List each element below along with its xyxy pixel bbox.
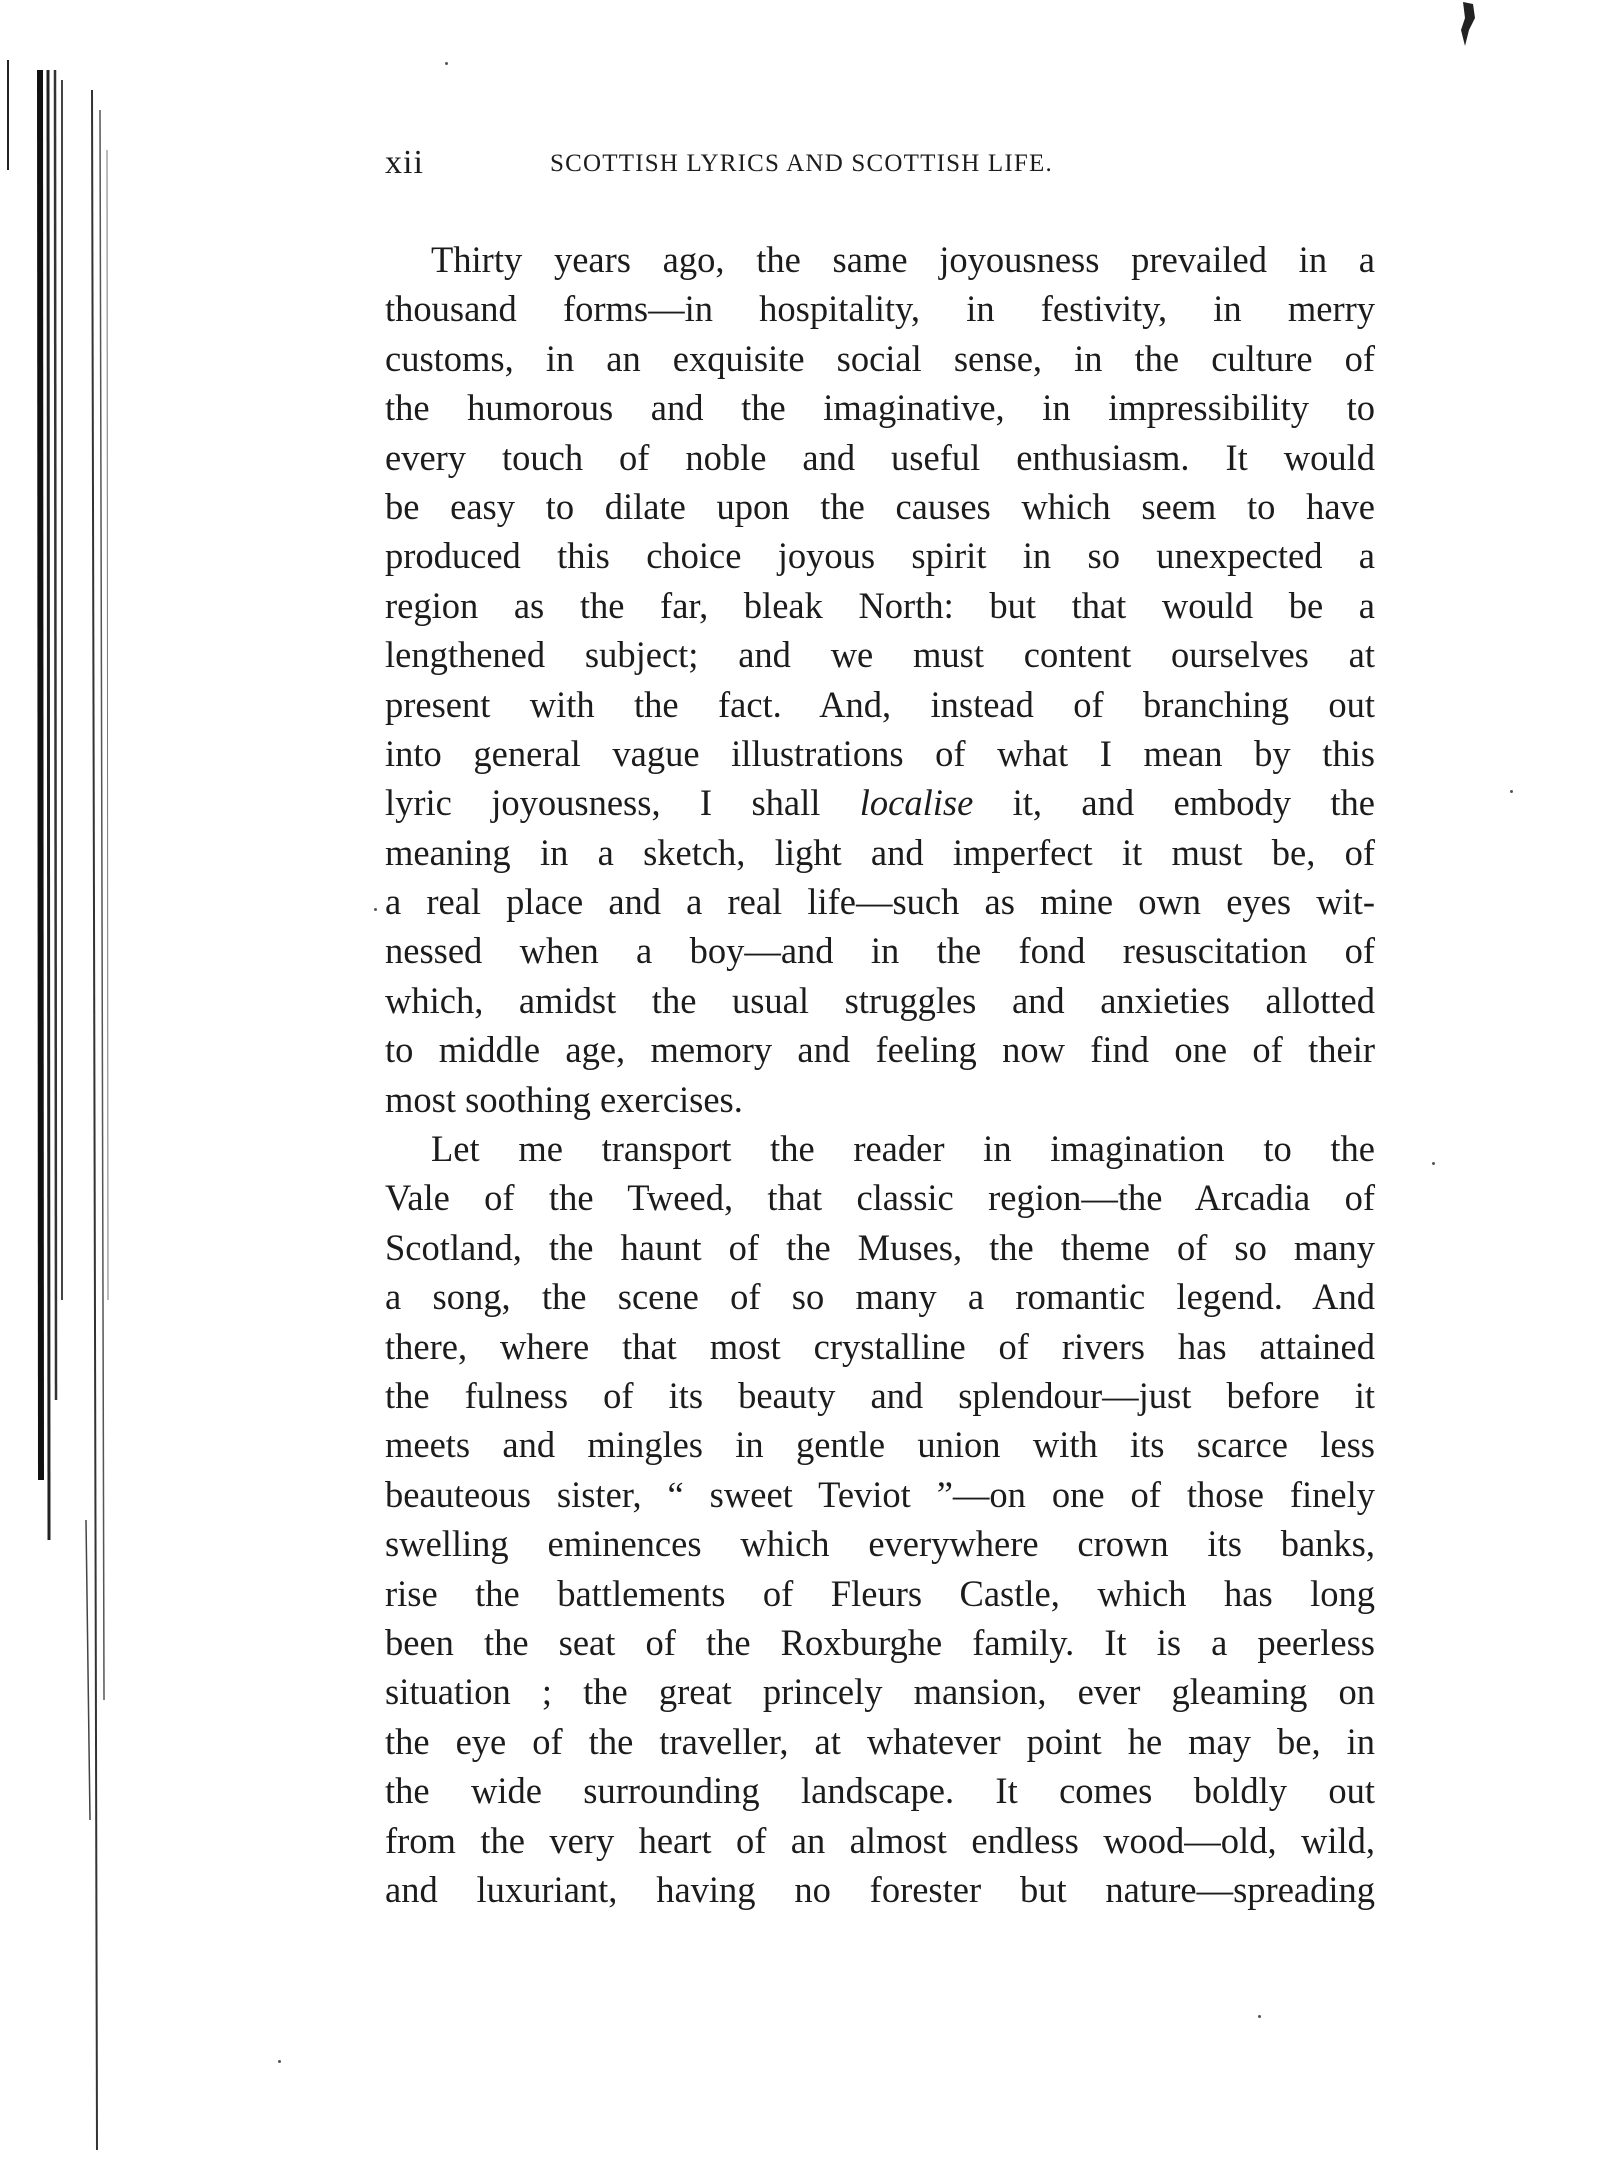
text-line: meets and mingles in gentle union with its scarce less (385, 1424, 1375, 1466)
body-text (385, 235, 1375, 1914)
text-line: region as the far, bleak North: but that would be a (385, 584, 1375, 626)
page-speck (374, 908, 377, 911)
text-line: situation ; the great princely mansion, ever gleaming on (385, 1671, 1375, 1713)
text-line: lengthened subject; and we must content ourselves at (385, 634, 1375, 676)
text-line-with-italic (385, 778, 1375, 827)
page-speck (278, 2060, 281, 2063)
running-title: SCOTTISH LYRICS AND SCOTTISH LIFE. (550, 150, 1053, 177)
text-line: every touch of noble and useful enthusiasm. It would (385, 436, 1375, 478)
text-line: and luxuriant, having no forester but nature—spreading (385, 1868, 1375, 1910)
text-line: swelling eminences which everywhere crown its banks, (385, 1523, 1375, 1565)
text-line: Thirty years ago, the same joyousness prevailed in a (431, 239, 1375, 280)
page-speck (445, 62, 448, 65)
running-header (385, 140, 1375, 190)
text-line: the wide surrounding landscape. It comes boldly out (385, 1770, 1375, 1812)
paragraph (385, 1124, 1375, 1914)
text-span: lyric joyousness, I shall (385, 782, 821, 824)
text-line: most soothing exercises. (385, 1078, 743, 1120)
text-line: rise the battlements of Fleurs Castle, which has long (385, 1572, 1375, 1614)
page-speck (1432, 1162, 1435, 1165)
text-span: it, and embody the (1012, 782, 1376, 824)
text-line: customs, in an exquisite social sense, in the culture of (385, 337, 1375, 379)
text-line: there, where that most crystalline of rivers has attained (385, 1325, 1375, 1367)
text-line: the fulness of its beauty and splendour—just before it (385, 1374, 1375, 1416)
text-line: present with the fact. And, instead of branching out (385, 683, 1375, 725)
text-line: Let me transport the reader in imagination to the (431, 1128, 1375, 1170)
text-line: produced this choice joyous spirit in so unexpected a (385, 535, 1375, 577)
paragraph (385, 235, 1375, 1124)
page-speck (1258, 2015, 1261, 2018)
text-line: meaning in a sketch, light and imperfect it must be, of (385, 831, 1375, 873)
text-line: be easy to dilate upon the causes which seem to have (385, 485, 1375, 527)
text-line: thousand forms—in hospitality, in festivity, in merry (385, 288, 1375, 330)
page-number: xii (385, 144, 424, 181)
text-line: the eye of the traveller, at whatever point he may be, in (385, 1720, 1375, 1762)
binding-gutter (0, 0, 140, 2176)
text-line: from the very heart of an almost endless wood—old, wild, (385, 1819, 1375, 1861)
ink-mark-corner (1455, 0, 1479, 50)
text-line: the humorous and the imaginative, in impressibility to (385, 387, 1375, 429)
text-line: beauteous sister, “ sweet Teviot ”—on one of those finely (385, 1473, 1375, 1515)
text-line: nessed when a boy—and in the fond resuscitation of (385, 930, 1375, 972)
text-line: Vale of the Tweed, that classic region—the Arcadia of (385, 1177, 1375, 1219)
text-line: into general vague illustrations of what I mean by this (385, 732, 1375, 774)
italic-word: localise (859, 782, 974, 824)
page-speck (1510, 790, 1513, 793)
text-line: Scotland, the haunt of the Muses, the theme of so many (385, 1226, 1375, 1268)
text-line: which, amidst the usual struggles and anxieties allotted (385, 979, 1375, 1021)
text-line: a song, the scene of so many a romantic legend. And (385, 1276, 1375, 1318)
text-line: to middle age, memory and feeling now find one of their (385, 1029, 1375, 1071)
text-line: been the seat of the Roxburghe family. It is a peerless (385, 1621, 1375, 1663)
text-line: a real place and a real life—such as mine own eyes wit- (385, 881, 1375, 923)
